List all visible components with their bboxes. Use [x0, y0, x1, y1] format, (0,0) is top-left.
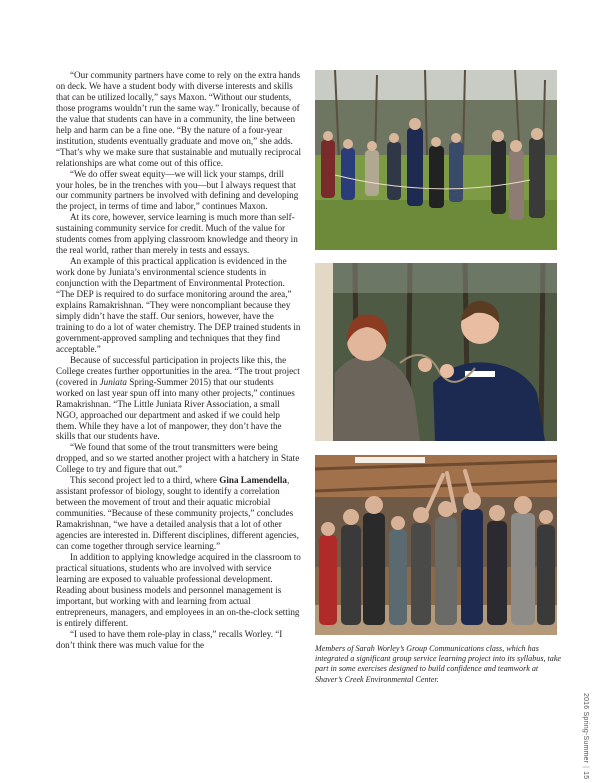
- photo-students-tying-rope-illustration: [315, 263, 557, 441]
- page-folio: [582, 693, 589, 779]
- publication-name: Juniata: [99, 376, 127, 387]
- article-paragraph: “We do offer sweat equity—we will lick your stamps, drill your holes, be in the trenches with you—but I always request that our community partners be involved with defining and developing the project, in terms of time and labor,” continues Maxon.: [56, 168, 299, 212]
- article-paragraph: “We found that some of the trout transmitters were being dropped, and so we started another project with a hatchery in State College to try and figure that out.”: [56, 442, 300, 475]
- article-paragraph: “Our community partners have come to rely on the extra hands on deck. We have a student body with diverse interests and skills that can be utilized locally,” says Maxon. “Without our students, those programs wouldn’t run the same way.” Ironically, because of the value that students can have in a community, the line between help and harm can be a fine one. “By the nature of a four-year institution, students eventually graduate and move on,” she adds. “That’s why we make sure that sustainable and mutually reciprocal relationships are what come out of this office.: [56, 70, 302, 168]
- page-number: 15: [582, 771, 589, 780]
- article-body: [56, 70, 302, 651]
- article-paragraph: An example of this practical application is evidenced in the work done by Juniata’s environmental science students in conjunction with the Department of Environmental Protection. “The DEP is required to do surface monitoring around the area,” explains Ramakrishnan. “They were noncompliant because they simply didn’t have the staff. Our seniors, however, have the training to do a lot of water chemistry. The DEP trained students in government-approved sampling and techniques that they find acceptable.”: [56, 256, 301, 354]
- paragraph-text: This second project led to a third, where: [70, 475, 220, 486]
- photo-students-tying-rope: [315, 263, 557, 441]
- photo-indoor-teamwork-exercise-illustration: [315, 455, 557, 635]
- article-paragraph: “I used to have them role-play in class,” recalls Worley. “I don’t think there was much value for the: [56, 628, 283, 650]
- paragraph-text: Spring-Summer 2015) that our students worked on last year spun off into many other projects,” continues Ramakrishnan. “The Little Juniata River Association, a small NGO, approached our department and asked if we could help them. While they have a lot of manpower, they don’t have the skills that our students have.: [56, 376, 295, 442]
- article-paragraph: At its core, however, service learning is much more than self-sustaining community service for credit. Much of the value for students comes from applying classroom knowledge and theory in the real world, rather than merely in tests and essays.: [56, 212, 298, 256]
- photo-indoor-teamwork-exercise: [315, 455, 557, 635]
- folio-separator: |: [582, 766, 589, 769]
- photo-outdoor-group-circle-illustration: [315, 70, 557, 250]
- paragraph-text: Because of successful participation in projects like this, the College creates further opportunities in the area. “The trout project (covered in: [56, 354, 300, 387]
- photo-caption: Members of Sarah Worley’s Group Communications class, which has integrated a significant group service learning project into its syllabus, take part in some exercises designed to build confidence and teamwork at Shaver’s Creek Environmental Center.: [315, 644, 562, 684]
- paragraph-text: , assistant professor of biology, sought to identify a correlation between the movement of trout and their aquatic microbial communities. “Because of these community projects,” concludes Ramakrishnan, “we have a detailed analysis that a lot of other agencies are interested in. Different disciplines, different agencies, can come together through service learning.”: [56, 475, 299, 551]
- article-paragraph: [56, 475, 302, 552]
- article-paragraph: In addition to applying knowledge acquired in the classroom to practical situations, students who are involved with service learning are exposed to valuable professional development. Reading about business models and personnel management is important, but working with and learning from actual entrepreneurs, managers, and employees in an on-the-clock setting is entirely different.: [56, 551, 301, 628]
- photo-outdoor-group-circle: [315, 70, 557, 250]
- article-paragraph: [56, 355, 302, 443]
- issue-label: 2016 Spring-Summer: [582, 693, 589, 764]
- person-name: Gina Lamendella: [219, 475, 287, 486]
